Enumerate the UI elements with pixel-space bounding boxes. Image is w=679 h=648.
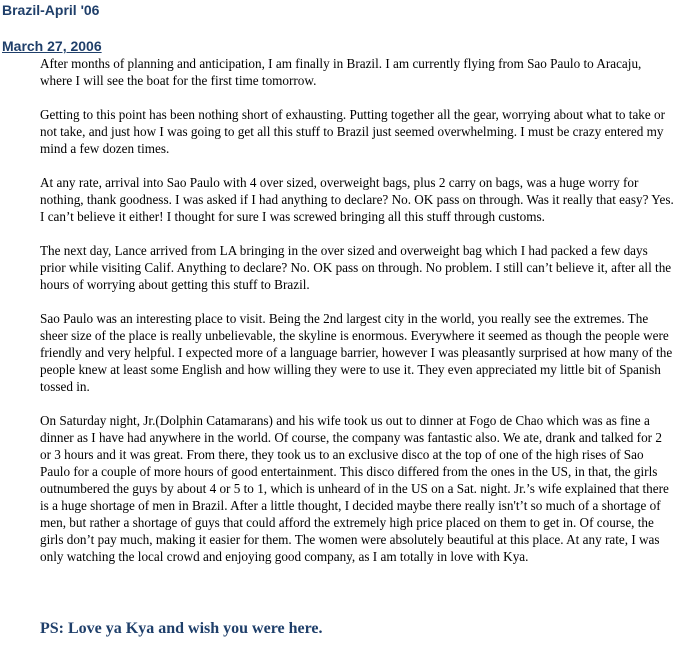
paragraph: Getting to this point has been nothing short of exhausting. Putting together all the gear, worrying about what to take or not take, and just how I was going to get all this stuff to Brazil just seemed overwhelming. I must be crazy entered my mind a few dozen times. — [40, 107, 666, 156]
postscript: PS: Love ya Kya and wish you were here. — [40, 620, 323, 637]
page-title: Brazil-April '06 — [2, 2, 100, 18]
paragraph: Sao Paulo was an interesting place to visit. Being the 2nd largest city in the world, you really see the extremes. The sheer size of the place is really unbelievable, the skyline is enormous. Everywhere it seemed as though the people were friendly and very helpful. I expected more of a language barrier, however I was pleasantly surprised at how many of the people knew at least some English and how willing they were to use it. They even appreciated my little bit of Spanish tossed in. — [40, 311, 673, 394]
entry-date: March 27, 2006 — [2, 38, 102, 54]
paragraph: At any rate, arrival into Sao Paulo with 4 over sized, overweight bags, plus 2 carry on bags, was a huge worry for nothing, thank goodness. I was asked if I had anything to declare? No. OK pass on through. Was it really that easy? Yes. I can’t believe it either! I thought for sure I was screwed bringing all this stuff through customs. — [40, 175, 674, 224]
paragraph: After months of planning and anticipation, I am finally in Brazil. I am currently flying from Sao Paulo to Aracaju, where I will see the boat for the first time tomorrow. — [40, 56, 642, 88]
entry-body — [40, 55, 676, 582]
paragraph: On Saturday night, Jr.(Dolphin Catamarans) and his wife took us out to dinner at Fogo de Chao which was as fine a dinner as I have had anywhere in the world. Of course, the company was fantastic also. We ate, drank and talked for 2 or 3 hours and it was great. From there, they took us to an exclusive disco at the top of one of the high rises of Sao Paulo for a couple of more hours of good entertainment. This disco differed from the ones in the US, in that, the girls outnumbered the guys by about 4 or 5 to 1, which is unheard of in the US on a Sat. night. Jr.’s wife explained that there is a huge shortage of men in Brazil. After a little thought, I decided maybe there really isn't’t so much of a shortage of men, but rather a shortage of guys that could afford the extremely high price placed on them to get in. Of course, the girls don’t pay much, making it easier for them. The women were absolutely beautiful at this place. At any rate, I was only watching the local crowd and enjoying good company, as I am totally in love with Kya. — [40, 413, 669, 564]
paragraph: The next day, Lance arrived from LA bringing in the over sized and overweight bag which I had packed a few days prior while visiting Calif. Anything to declare? No. OK pass on through. No problem. I still can’t believe it, after all the hours of worrying about getting this stuff to Brazil. — [40, 243, 672, 292]
